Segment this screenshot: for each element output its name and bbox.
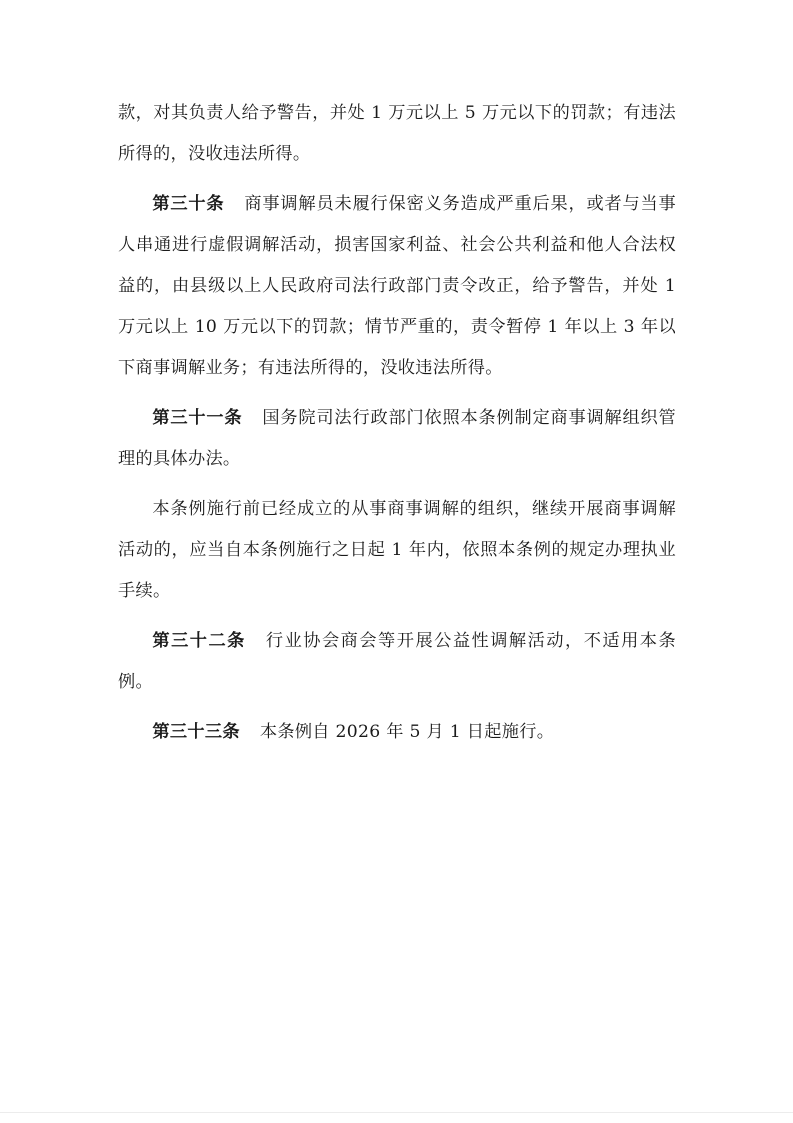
paragraph-transition	[118, 489, 676, 612]
paragraph-text: 款，对其负责人给予警告，并处 1 万元以上 5 万元以下的罚款；有违法所得的，没收违法所得。	[118, 103, 676, 164]
paragraph-text: 本条例施行前已经成立的从事商事调解的组织，继续开展商事调解活动的，应当自本条例施行之日起 1 年内，依照本条例的规定办理执业手续。	[118, 499, 676, 601]
article-text: 本条例自 2026 年 5 月 1 日起施行。	[259, 722, 555, 742]
article-heading: 第三十条	[152, 194, 225, 214]
scan-edge-line	[0, 1112, 793, 1113]
article-31	[118, 398, 676, 480]
article-32	[118, 621, 676, 703]
article-heading: 第三十二条	[152, 631, 246, 651]
article-heading: 第三十三条	[152, 722, 240, 742]
article-heading: 第三十一条	[152, 408, 243, 428]
article-33	[118, 712, 676, 753]
article-30	[118, 184, 676, 389]
article-text: 行业协会商会等开展公益性调解活动，不适用本条例。	[118, 631, 676, 692]
document-body	[118, 93, 676, 762]
article-text: 国务院司法行政部门依照本条例制定商事调解组织管理的具体办法。	[118, 408, 676, 469]
article-text: 商事调解员未履行保密义务造成严重后果，或者与当事人串通进行虚假调解活动，损害国家利益、社会公共利益和他人合法权益的，由县级以上人民政府司法行政部门责令改正，给予警告，并处 1 万元以上 10 万元以下的罚款；情节严重的，责令暂停 1 年以上 3 年以下商事调解业务；有违法所得的，没收违法所得。	[118, 194, 677, 378]
paragraph-continuation	[118, 93, 676, 175]
